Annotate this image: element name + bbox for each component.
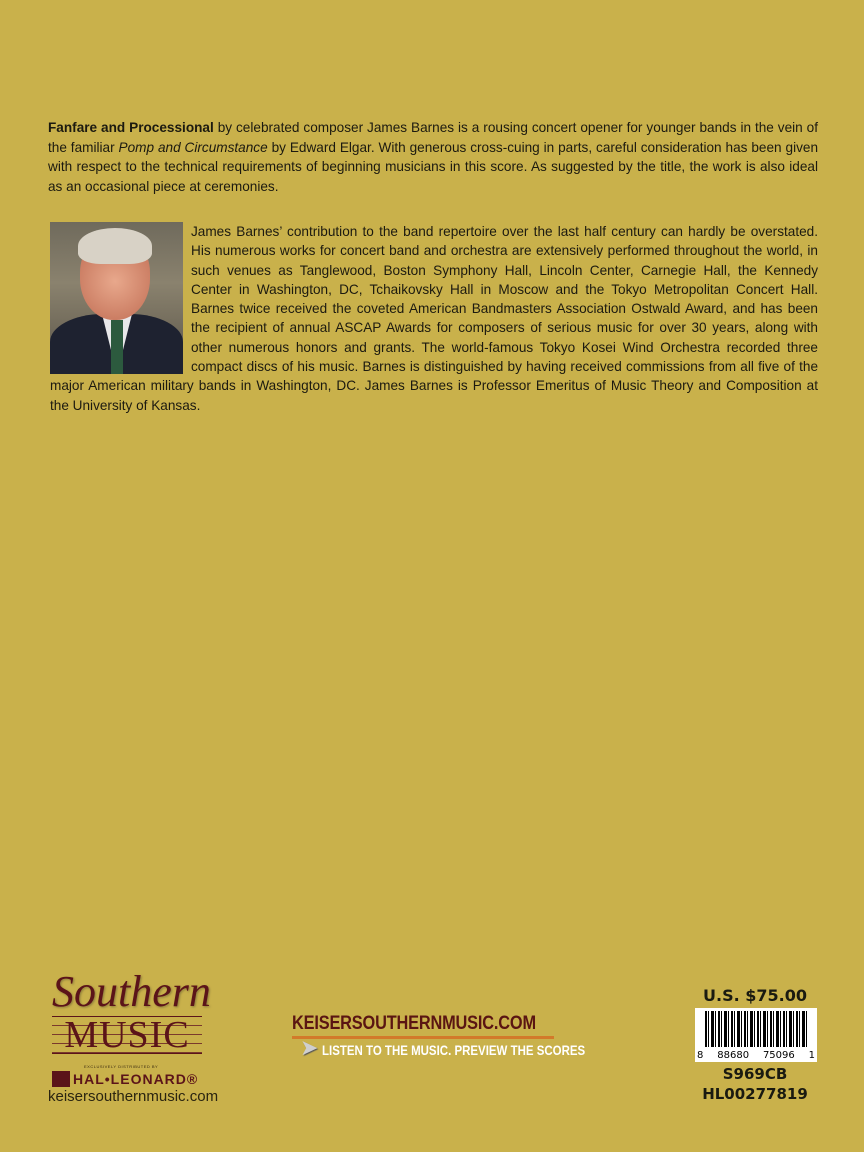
cursor-arrow-icon: ➤ xyxy=(300,1035,319,1060)
logo-music: MUSIC xyxy=(52,1016,202,1054)
composer-photo xyxy=(50,222,183,374)
southern-music-logo xyxy=(52,967,217,1087)
referenced-work: Pomp and Circumstance xyxy=(118,139,268,155)
description-paragraph xyxy=(48,118,818,196)
distributed-by: EXCLUSIVELY DISTRIBUTED BY xyxy=(84,1064,159,1069)
hal-leonard-icon xyxy=(52,1071,70,1087)
logo-southern: Southern xyxy=(52,967,211,1016)
product-codes xyxy=(680,1064,830,1104)
price: U.S. $75.00 xyxy=(703,986,807,1005)
barcode-number xyxy=(697,1050,815,1061)
barcode-digit: 8 xyxy=(697,1050,704,1061)
divider xyxy=(292,1036,554,1039)
description-text: by celebrated composer James Barnes is a rousing concert opener for younger bands in the vein of the familiar xyxy=(48,120,819,155)
bio-text: James Barnes’ contribution to the band repertoire over the last half century can hardly be overstated. His numerous works for concert band and orchestra are extensively performed throughout the world, in such venues as Tanglewood, Boston Symphony Hall, Lincoln Center, Carnegie Hall, the Kennedy Center in Washington, DC, Tchaikovsky Hall in Moscow and the Tokyo Metropolitan Concert Hall. Barnes twice received the coveted American Bandmasters Association Ostwald Award, and has been the recipient of annual ASCAP Awards for composers of serious music for over 30 years, along with other numerous honors and grants. The world-famous Tokyo Kosei Wind Orchestra recorded three compact discs of his music. Barnes is distinguished by having received commissions from all five of the major American military bands in Washington, DC. James Barnes is Professor Emeritus of Music Theory and Composition at the University of Kansas. xyxy=(50,224,818,413)
description-text: by Edward Elgar. With generous cross-cuing in parts, careful consideration has been given with respect to the technical requirements of beginning musicians in this score. As suggested by the title, the work is also ideal as an occasional piece at ceremonies. xyxy=(48,139,818,194)
barcode-digit: 1 xyxy=(808,1050,815,1061)
promo-banner[interactable] xyxy=(292,1013,643,1058)
publisher-url[interactable]: keisersouthernmusic.com xyxy=(48,1088,219,1105)
promo-url[interactable]: KEISERSOUTHERNMUSIC.COM xyxy=(292,1013,536,1034)
barcode-bars xyxy=(705,1011,809,1047)
hal-leonard-logo xyxy=(52,1071,217,1087)
promo-tagline: LISTEN TO THE MUSIC. PREVIEW THE SCORES xyxy=(322,1042,586,1058)
barcode xyxy=(695,1008,817,1062)
composer-bio xyxy=(50,222,818,415)
work-title: Fanfare and Processional xyxy=(48,120,214,135)
barcode-digit: 75096 xyxy=(762,1050,795,1061)
distributor-name: HAL•LEONARD® xyxy=(73,1071,199,1087)
barcode-digit: 88680 xyxy=(717,1050,750,1061)
hl-code: HL00277819 xyxy=(702,1085,808,1103)
product-code: S969CB xyxy=(722,1065,788,1083)
